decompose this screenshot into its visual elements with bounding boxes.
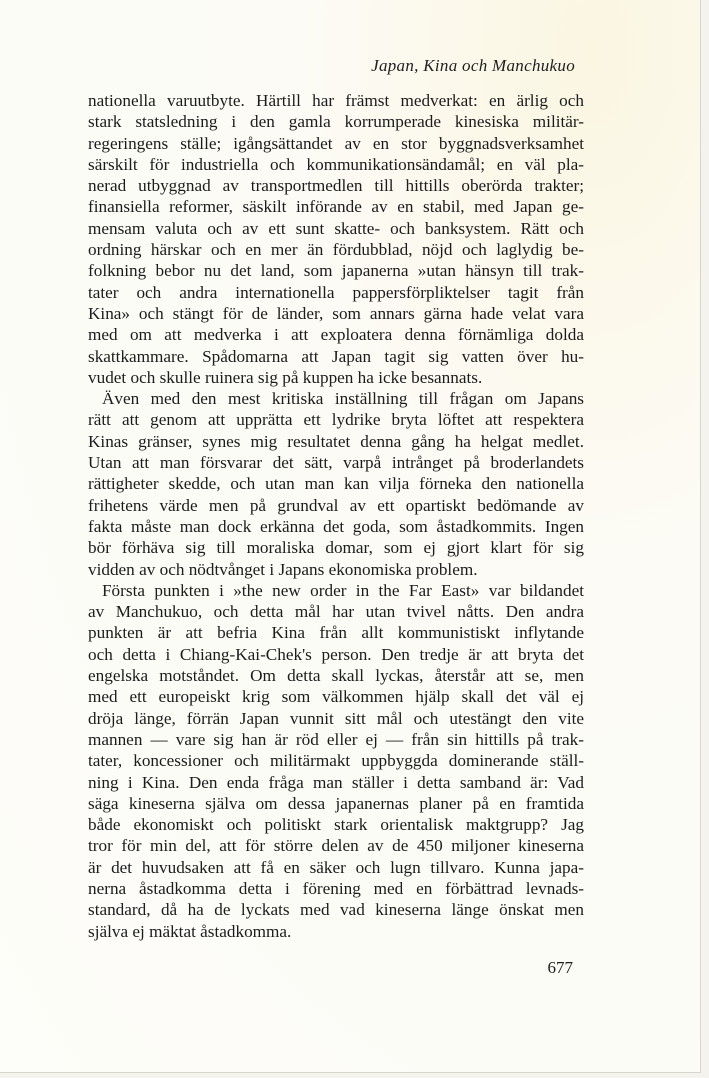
text-line: och detta i Chiang-Kai-Chek's person. Den tredje är att bryta det (88, 644, 584, 664)
text-line: Kina» och stängt för de länder, som annars gärna hade velat vara (88, 303, 584, 323)
text-line: med om att medverka i att exploatera denna förnämliga dolda (88, 325, 584, 345)
text-line: stark statsledning i den gamla korrumperade kinesiska militär- (88, 112, 584, 132)
text-line: både ekonomiskt och politiskt stark orientalisk maktgrupp? Jag (88, 815, 584, 835)
text-line: tater, koncessioner och militärmakt uppbyggda dominerande ställ- (88, 751, 584, 771)
text-line: är det huvudsaken att få en säker och lugn tillvaro. Kunna japa- (88, 857, 584, 877)
text-line: Första punkten i »the new order in the Far East» var bildandet (102, 580, 584, 600)
text-line: nerna åstadkomma detta i förening med en förbättrad levnads- (88, 878, 584, 898)
text-line: dröja länge, förrän Japan vunnit sitt mål och utestängt den vite (88, 708, 584, 728)
text-line: standard, då ha de lyckats med vad kineserna länge önskat men (88, 900, 584, 920)
text-line: finansiella reformer, säskilt införande av en stabil, med Japan ge- (88, 197, 584, 217)
text-line: rätt att genom att upprätta ett lydrike bryta löftet att respektera (88, 410, 584, 430)
text-line: Kinas gränser, synes mig resultatet denna gång ha helgat medlet. (88, 431, 584, 451)
text-line: rättigheter skedde, och utan man kan vilja förneka den nationella (88, 474, 584, 494)
text-line: bör förhäva sig till moraliska domar, som ej gjort klart för sig (88, 538, 584, 558)
text-line: tror för min del, att för större delen av de 450 miljoner kineserna (88, 836, 584, 856)
page-number: 677 (547, 958, 573, 977)
text-line: själva ej mäktat åstadkomma. (88, 921, 292, 941)
text-line: tater och andra internationella pappersförpliktelser tagit från (88, 282, 584, 302)
text-line: särskilt för industriella och kommunikationsändamål; en väl pla- (88, 154, 584, 174)
text-line: engelska motståndet. Om detta skall lyckas, återstår att se, men (88, 666, 584, 686)
text-line: punkten är att befria Kina från allt kommunistiskt inflytande (88, 623, 584, 643)
text-line: regeringens ställe; igångsättandet av en stor byggnadsverksamhet (88, 133, 584, 153)
text-line: mannen — vare sig han är röd eller ej — från sin hittills på trak- (88, 729, 584, 749)
text-line: ordning härskar och en mer än fördubblad, nöjd och laglydig be- (88, 240, 584, 260)
text-line: Utan att man försvarar det sätt, varpå intrånget på broderlandets (88, 453, 584, 473)
text-line: nerad utbyggnad av transportmedlen till hittills oberörda trakter; (88, 176, 584, 196)
text-line: frihetens värde men på grundval av ett opartiskt bedömande av (88, 495, 584, 515)
text-line: mensam valuta och av ett sunt skatte- och banksystem. Rätt och (88, 218, 584, 238)
text-line: av Manchukuo, och detta mål har utan tvivel nåtts. Den andra (88, 602, 584, 622)
text-line: ning i Kina. Den enda fråga man ställer i detta samband är: Vad (88, 772, 584, 792)
text-line: folkning bebor nu det land, som japanerna »utan hänsyn till trak- (88, 261, 584, 281)
body-text (88, 90, 584, 942)
text-line: Även med den mest kritiska inställning till frågan om Japans (102, 389, 584, 409)
text-line: med ett europeiskt krig som välkommen hjälp skall det väl ej (88, 687, 584, 707)
running-header: Japan, Kina och Manchukuo (371, 56, 575, 75)
text-line: nationella varuutbyte. Härtill har främst medverkat: en ärlig och (88, 91, 584, 110)
text-line: skattkammare. Spådomarna att Japan tagit sig vatten över hu- (88, 346, 584, 366)
text-line: vidden av och nödtvånget i Japans ekonomiska problem. (88, 559, 478, 579)
text-line: säga kineserna själva om dessa japanernas planer på en framtida (88, 793, 584, 813)
text-line: vudet och skulle ruinera sig på kuppen ha icke besannats. (88, 367, 483, 387)
text-line: fakta måste man dock erkänna det goda, som åstadkommits. Ingen (88, 516, 584, 536)
